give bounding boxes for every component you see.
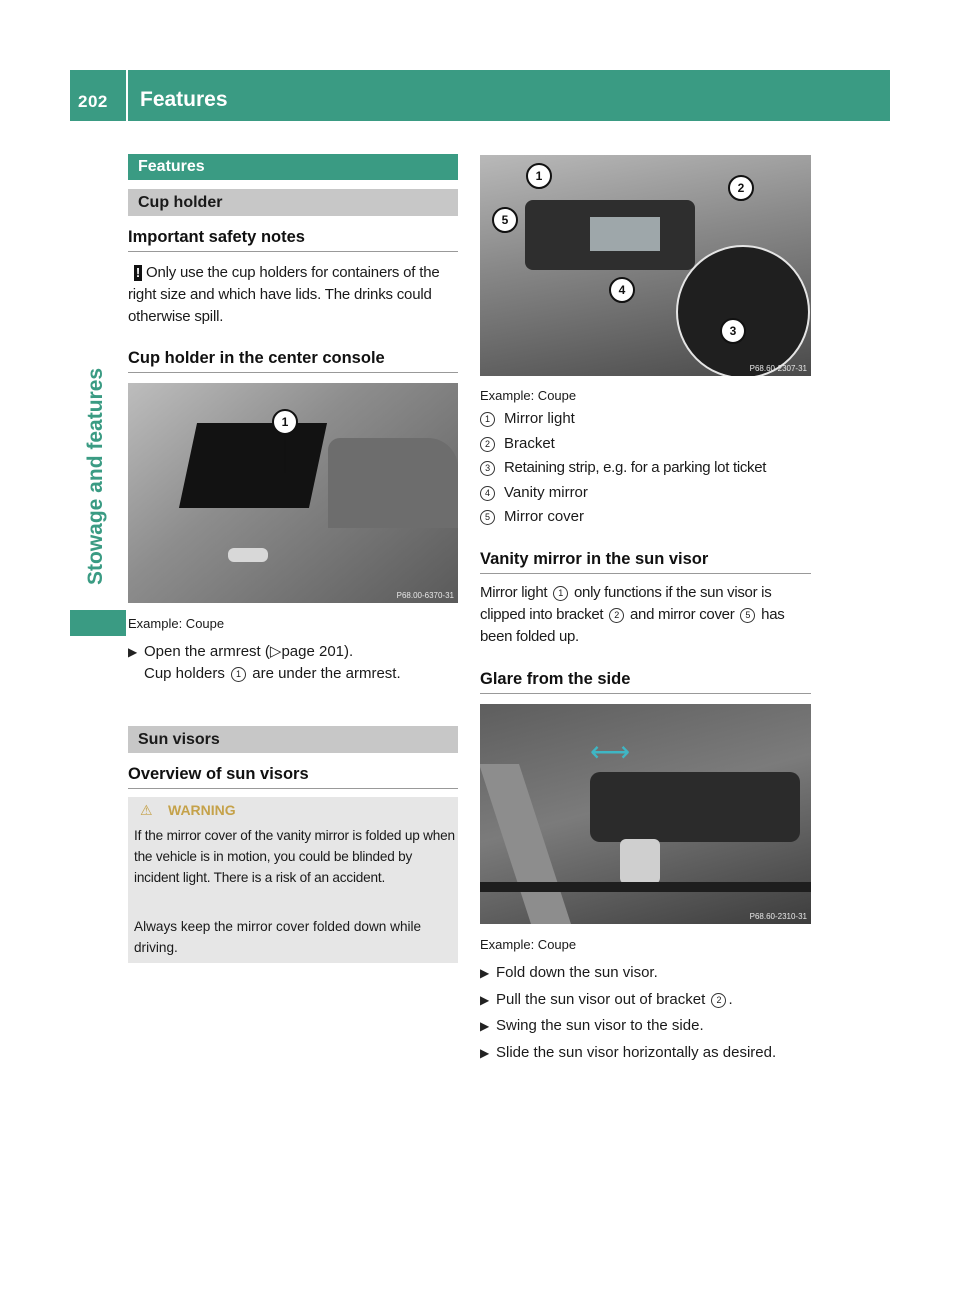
legend-list bbox=[480, 407, 815, 530]
heading-console: Cup holder in the center console bbox=[128, 349, 385, 367]
safety-note-text: Only use the cup holders for containers of the right size and which have lids. The drinks could otherwise spill. bbox=[128, 264, 440, 325]
side-tab-block bbox=[70, 610, 126, 636]
armrest bbox=[328, 438, 458, 528]
heading-vanity: Vanity mirror in the sun visor bbox=[480, 550, 709, 568]
callout-3: 3 bbox=[720, 318, 746, 344]
glare-steps bbox=[480, 960, 815, 1066]
legend-item: 2 Bracket bbox=[480, 432, 815, 457]
a-pillar bbox=[480, 764, 571, 924]
callout-4: 4 bbox=[609, 277, 635, 303]
photo-code: P68.60-2310-31 bbox=[749, 912, 807, 921]
console-step: ▶ Open the armrest (▷page 201). Cup holders 1 are under the armrest. bbox=[128, 643, 401, 682]
legend-item: 4 Vanity mirror bbox=[480, 481, 815, 506]
rule bbox=[128, 372, 458, 373]
visor bbox=[590, 772, 800, 842]
cup-holder-opening bbox=[179, 423, 327, 508]
step-arrow-icon: ▶ bbox=[128, 645, 138, 659]
header-divider bbox=[126, 70, 128, 121]
callout-1: 1 bbox=[272, 409, 298, 435]
heading-glare: Glare from the side bbox=[480, 670, 631, 688]
warning-triangle-icon: ⚠ bbox=[140, 802, 153, 818]
legend-item: 1 Mirror light bbox=[480, 407, 815, 432]
section-bar-features: Features bbox=[128, 154, 458, 180]
section-bar-cup-holder: Cup holder bbox=[128, 189, 458, 216]
legend-item: 5 Mirror cover bbox=[480, 505, 815, 530]
door-frame bbox=[480, 882, 811, 892]
photo-code: P68.00-6370-31 bbox=[396, 591, 454, 600]
legend-item: 3 Retaining strip, e.g. for a parking lot ticket bbox=[480, 456, 815, 481]
warning-label: WARNING bbox=[168, 802, 236, 818]
note-marker-icon: ! bbox=[135, 265, 141, 280]
side-mirror bbox=[620, 839, 660, 884]
heading-safety: Important safety notes bbox=[128, 228, 305, 246]
warning-text: If the mirror cover of the vanity mirror is folded up when the vehicle is in motion, you could be blinded by incident light. There is a risk of an accident. bbox=[134, 828, 455, 885]
rule bbox=[128, 788, 458, 789]
heading-overview: Overview of sun visors bbox=[128, 765, 309, 783]
ref-number: 1 bbox=[231, 667, 246, 682]
double-arrow-icon: ⟷ bbox=[590, 736, 631, 767]
step-item: ▶ Swing the sun visor to the side. bbox=[480, 1013, 815, 1040]
callout-5: 5 bbox=[492, 207, 518, 233]
vanity-paragraph: Mirror light 1 only functions if the sun visor is clipped into bracket 2 and mirror cover 5 has been folded up. bbox=[480, 584, 785, 645]
mirror bbox=[590, 217, 660, 251]
detail-circle bbox=[676, 245, 810, 376]
rule bbox=[128, 251, 458, 252]
glare-photo bbox=[480, 704, 811, 924]
step-arrow-icon: ▶ bbox=[480, 992, 490, 1007]
rule bbox=[480, 693, 811, 694]
page-number: 202 bbox=[78, 92, 108, 111]
step-item: ▶ Pull the sun visor out of bracket 2 . bbox=[480, 987, 815, 1014]
console-photo bbox=[128, 383, 458, 603]
warning-box bbox=[128, 797, 458, 963]
rule bbox=[480, 573, 811, 574]
glare-caption: Example: Coupe bbox=[480, 937, 577, 952]
callout-line bbox=[284, 435, 286, 473]
safety-note bbox=[128, 262, 460, 328]
step-arrow-icon: ▶ bbox=[480, 966, 490, 980]
photo-code: P68.60-2307-31 bbox=[749, 364, 807, 373]
callout-2: 2 bbox=[728, 175, 754, 201]
side-tab-label: Stowage and features bbox=[84, 367, 107, 585]
page-title: Features bbox=[140, 88, 228, 111]
console-caption: Example: Coupe bbox=[128, 616, 225, 631]
page-ref-icon: ▷ bbox=[269, 643, 282, 660]
sun-visor-photo bbox=[480, 155, 811, 376]
callout-1: 1 bbox=[526, 163, 552, 189]
step-arrow-icon: ▶ bbox=[480, 1019, 490, 1033]
warning-text-2: Always keep the mirror cover folded down while driving. bbox=[134, 919, 422, 955]
step-arrow-icon: ▶ bbox=[480, 1045, 490, 1060]
vent bbox=[228, 548, 268, 562]
page-ref-link[interactable]: page 201). bbox=[281, 643, 354, 660]
visor-caption: Example: Coupe bbox=[480, 388, 577, 403]
step-item: ▶ Fold down the sun visor. bbox=[480, 960, 815, 987]
step-item: ▶ Slide the sun visor horizontally as desired. bbox=[480, 1040, 815, 1067]
section-bar-sun-visors: Sun visors bbox=[128, 726, 458, 753]
